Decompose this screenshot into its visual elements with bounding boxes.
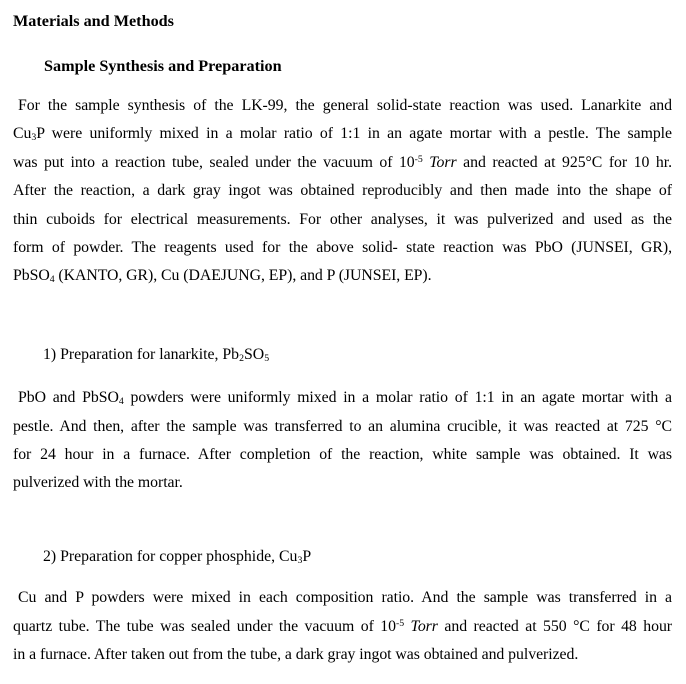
text-segment: 5: [264, 352, 270, 364]
text-line: [13, 469, 672, 497]
text-segment: -5: [414, 154, 423, 166]
text-segment: 1) Preparation for lanarkite, Pb: [43, 345, 240, 363]
text-segment: Sample Synthesis and Preparation: [44, 57, 282, 75]
text-segment: After the reaction, a dark gray ingot was obtained reproducibly and then made into the shape of: [13, 182, 672, 200]
text-segment: P: [302, 547, 312, 565]
text-segment: 2: [239, 352, 244, 364]
text-segment: (KANTO, GR), Cu (DAEJUNG, EP), and P (JUNSEI, EP).: [54, 267, 432, 285]
text-segment: 4: [118, 396, 124, 407]
text-line: [13, 413, 672, 441]
text-segment: for 24 hour in a furnace. After completion of the reaction, white sample was obtained. It was: [13, 446, 672, 464]
text-segment: 3: [31, 132, 37, 144]
text-segment: powders were uniformly mixed in a molar ratio of 1:1 in an agate mortar with a: [123, 389, 673, 407]
text-line: [13, 206, 672, 234]
text-segment: thin cuboids for electrical measurements. For other analyses, it was pulverized and used as the: [13, 210, 672, 228]
text-line: [13, 641, 672, 669]
text-segment: Torr: [410, 617, 438, 635]
text-line: [43, 341, 672, 369]
text-line: [13, 120, 672, 148]
text-segment: quartz tube. The tube was sealed under the vacuum of 10: [13, 617, 396, 635]
text-segment: and reacted at 550 °C for 48 hour: [437, 617, 673, 635]
text-segment: -5: [395, 618, 405, 630]
text-segment: was put into a reaction tube, sealed under the vacuum of 10: [13, 153, 415, 171]
text-segment: Cu and P powders were mixed in each composition ratio. And the sample was transferred in a: [18, 589, 672, 607]
text-line: [13, 10, 672, 32]
text-line: [13, 441, 672, 469]
text-segment: Cu: [13, 125, 32, 143]
text-segment: pestle. And then, after the sample was transferred to an alumina crucible, it was reacted at 725 °C: [13, 417, 672, 435]
text-line: [13, 234, 672, 262]
text-line: [44, 55, 672, 77]
text-line: [13, 613, 672, 641]
text-segment: Materials and Methods: [13, 12, 174, 30]
text-segment: pulverized with the mortar.: [13, 474, 183, 492]
text-segment: PbSO: [13, 267, 50, 285]
subsection-heading-sample-synthesis: [13, 55, 672, 77]
text-segment: PbO and PbSO: [18, 389, 119, 407]
text-line: [13, 384, 672, 412]
section-heading-materials-and-methods: [13, 10, 672, 32]
text-segment: P were uniformly mixed in a molar ratio of 1:1 in an agate mortar with a pestle. The sample: [36, 125, 672, 143]
text-segment: form of powder. The reagents used for the above solid- state reaction was PbO (JUNSEI, GR),: [13, 239, 672, 257]
text-segment: 2) Preparation for copper phosphide, Cu: [43, 547, 298, 565]
text-segment: in a furnace. After taken out from the tube, a dark gray ingot was obtained and pulverized.: [13, 646, 579, 664]
subsection-heading-lanarkite-preparation: [13, 341, 672, 369]
text-line: [13, 262, 672, 290]
text-segment: 3: [297, 554, 303, 566]
text-line: [13, 92, 672, 120]
paragraph-copper-phosphide-preparation: [13, 584, 672, 669]
subsection-heading-copper-phosphide-preparation: [13, 543, 672, 571]
text-segment: SO: [243, 345, 265, 363]
text-segment: Torr: [429, 153, 457, 171]
text-line: [13, 149, 672, 177]
paragraph-lk99-synthesis: [13, 92, 672, 291]
text-line: [43, 543, 672, 571]
text-segment: and reacted at 925°C for 10 hr.: [456, 153, 672, 171]
text-line: [13, 584, 672, 612]
text-line: [13, 177, 672, 205]
paragraph-lanarkite-preparation: [13, 384, 672, 498]
text-segment: 4: [49, 274, 55, 286]
text-segment: For the sample synthesis of the LK-99, the general solid-state reaction was used. Lanarkite and: [18, 97, 672, 114]
